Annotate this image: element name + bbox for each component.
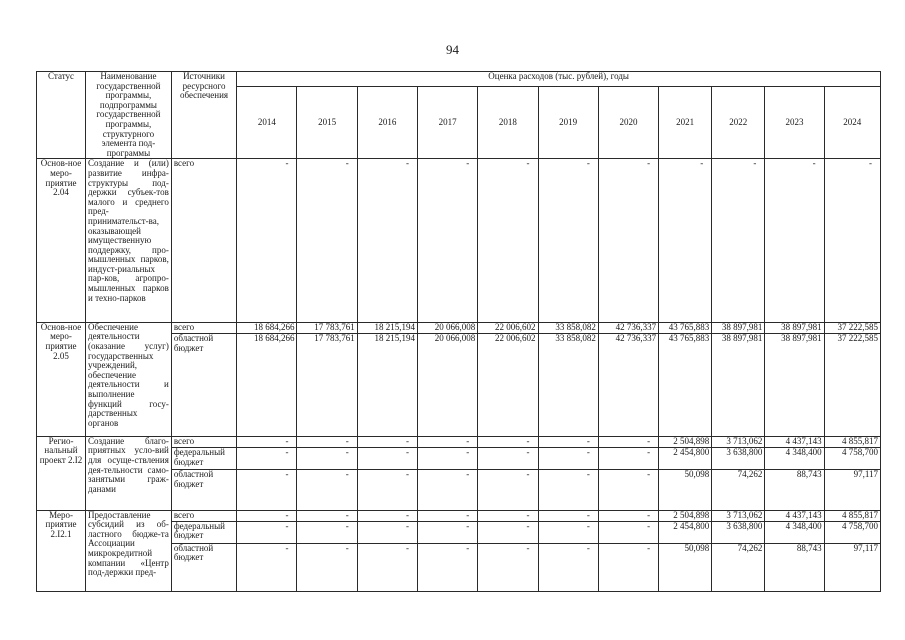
header-sources: Источники ресурсного обеспечения <box>171 72 236 159</box>
value-cell-2018: - <box>478 159 538 323</box>
value-cell-2014: - <box>237 447 297 469</box>
row-status: Меро-приятие 2.I2.1 <box>37 510 86 592</box>
table-row <box>37 510 881 521</box>
value-cell-2024: 4 758,700 <box>824 521 880 543</box>
value-cell-2016: - <box>357 521 417 543</box>
page-number: 94 <box>446 42 459 57</box>
value-cell-2022: 74,262 <box>712 470 765 510</box>
value-cell-2018: - <box>478 510 538 521</box>
value-cell-2019: - <box>538 543 598 592</box>
year-2022: 2022 <box>712 87 765 159</box>
row-status: Регио-нальный проект 2.I2 <box>37 436 86 510</box>
value-cell-2018: 22 006,602 <box>478 333 538 436</box>
value-cell-2019: - <box>538 436 598 447</box>
value-cell-2016: - <box>357 436 417 447</box>
value-cell-2024: 4 758,700 <box>824 447 880 469</box>
value-cell-2017: - <box>418 447 478 469</box>
value-cell-2020: 42 736,337 <box>598 333 658 436</box>
value-cell-2019: - <box>538 470 598 510</box>
header-estimate: Оценка расходов (тыс. рублей), годы <box>237 72 881 87</box>
value-cell-2020: - <box>598 447 658 469</box>
value-cell-2018: 22 006,602 <box>478 322 538 333</box>
row-source-label: областной бюджет <box>171 543 236 592</box>
table-row <box>37 436 881 447</box>
value-cell-2014: - <box>237 510 297 521</box>
year-2019: 2019 <box>538 87 598 159</box>
year-2016: 2016 <box>357 87 417 159</box>
value-cell-2023: 4 437,143 <box>765 436 824 447</box>
value-cell-2020: - <box>598 510 658 521</box>
value-cell-2017: 20 066,008 <box>418 333 478 436</box>
value-cell-2023: 88,743 <box>765 543 824 592</box>
row-source-label: федеральный бюджет <box>171 521 236 543</box>
value-cell-2017: - <box>418 510 478 521</box>
header-status: Статус <box>37 72 86 159</box>
value-cell-2020: - <box>598 543 658 592</box>
year-2023: 2023 <box>765 87 824 159</box>
value-cell-2024: 4 855,817 <box>824 510 880 521</box>
value-cell-2023: 38 897,981 <box>765 333 824 436</box>
row-source-label: областной бюджет <box>171 333 236 436</box>
value-cell-2015: - <box>297 521 357 543</box>
value-cell-2022: - <box>712 159 765 323</box>
value-cell-2021: 50,098 <box>659 470 712 510</box>
budget-table <box>36 71 881 592</box>
value-cell-2018: - <box>478 543 538 592</box>
value-cell-2014: - <box>237 543 297 592</box>
row-status: Основ-ное меро-приятие 2.04 <box>37 159 86 323</box>
value-cell-2014: - <box>237 159 297 323</box>
year-2024: 2024 <box>824 87 880 159</box>
row-name: Создание благо-приятных усло-вий для осуще-ствления дея-тельности само-занятыми граж-данами <box>86 436 172 510</box>
value-cell-2019: - <box>538 510 598 521</box>
value-cell-2015: - <box>297 159 357 323</box>
header-name: Наименование государственной программы, подпрограммы государственной программы, структурного элемента под-программы <box>86 72 172 159</box>
row-name: Обеспечение деятельности (оказание услуг) государственных учреждений, обеспечение деятельности и выполнение функций госу-дарственных органов <box>86 322 172 436</box>
value-cell-2024: 97,117 <box>824 543 880 592</box>
value-cell-2016: - <box>357 470 417 510</box>
value-cell-2017: 20 066,008 <box>418 322 478 333</box>
value-cell-2018: - <box>478 521 538 543</box>
value-cell-2014: - <box>237 436 297 447</box>
value-cell-2018: - <box>478 447 538 469</box>
value-cell-2020: - <box>598 436 658 447</box>
row-name: Предоставление субсидий из об-ластного бюдже-та Ассоциации микрокредитной компании «Центр под-держки пред- <box>86 510 172 592</box>
row-source-label: всего <box>171 510 236 521</box>
value-cell-2021: 2 454,800 <box>659 447 712 469</box>
value-cell-2018: - <box>478 436 538 447</box>
value-cell-2014: 18 684,266 <box>237 333 297 436</box>
value-cell-2015: - <box>297 447 357 469</box>
value-cell-2024: - <box>824 159 880 323</box>
value-cell-2016: - <box>357 510 417 521</box>
value-cell-2021: 2 454,800 <box>659 521 712 543</box>
value-cell-2021: 2 504,898 <box>659 436 712 447</box>
value-cell-2023: 4 348,400 <box>765 521 824 543</box>
value-cell-2014: - <box>237 521 297 543</box>
value-cell-2023: - <box>765 159 824 323</box>
value-cell-2016: - <box>357 543 417 592</box>
value-cell-2022: 38 897,981 <box>712 333 765 436</box>
value-cell-2016: 18 215,194 <box>357 333 417 436</box>
value-cell-2024: 37 222,585 <box>824 333 880 436</box>
value-cell-2017: - <box>418 436 478 447</box>
year-2017: 2017 <box>418 87 478 159</box>
value-cell-2015: - <box>297 510 357 521</box>
value-cell-2020: - <box>598 521 658 543</box>
value-cell-2019: 33 858,082 <box>538 333 598 436</box>
row-status: Основ-ное меро-приятие 2.05 <box>37 322 86 436</box>
value-cell-2021: 43 765,883 <box>659 322 712 333</box>
value-cell-2022: 3 713,062 <box>712 510 765 521</box>
value-cell-2015: - <box>297 543 357 592</box>
year-2015: 2015 <box>297 87 357 159</box>
value-cell-2022: 38 897,981 <box>712 322 765 333</box>
value-cell-2023: 4 437,143 <box>765 510 824 521</box>
value-cell-2018: - <box>478 470 538 510</box>
row-source-label: федеральный бюджет <box>171 447 236 469</box>
row-source-label: всего <box>171 436 236 447</box>
row-source-label: всего <box>171 159 236 323</box>
year-2020: 2020 <box>598 87 658 159</box>
value-cell-2014: 18 684,266 <box>237 322 297 333</box>
row-source-label: всего <box>171 322 236 333</box>
value-cell-2015: 17 783,761 <box>297 333 357 436</box>
value-cell-2016: - <box>357 447 417 469</box>
value-cell-2020: - <box>598 159 658 323</box>
value-cell-2017: - <box>418 159 478 323</box>
value-cell-2021: 2 504,898 <box>659 510 712 521</box>
value-cell-2023: 4 348,400 <box>765 447 824 469</box>
table-body <box>37 159 881 592</box>
value-cell-2021: - <box>659 159 712 323</box>
value-cell-2017: - <box>418 470 478 510</box>
value-cell-2019: 33 858,082 <box>538 322 598 333</box>
value-cell-2015: - <box>297 470 357 510</box>
value-cell-2022: 3 638,800 <box>712 521 765 543</box>
value-cell-2015: - <box>297 436 357 447</box>
table-row <box>37 159 881 323</box>
value-cell-2019: - <box>538 159 598 323</box>
value-cell-2023: 38 897,981 <box>765 322 824 333</box>
value-cell-2021: 50,098 <box>659 543 712 592</box>
value-cell-2019: - <box>538 521 598 543</box>
value-cell-2022: 3 713,062 <box>712 436 765 447</box>
value-cell-2021: 43 765,883 <box>659 333 712 436</box>
value-cell-2017: - <box>418 521 478 543</box>
year-2014: 2014 <box>237 87 297 159</box>
row-name: Создание и (или) развитие инфра-структуры под-держки субъек-тов малого и среднего пред-принимательст-ва, оказывающей имущественную поддержку, про-мышленных парков, индуст-риальных пар-ков, агропро-мышленных парков и техно-парков <box>86 159 172 323</box>
value-cell-2014: - <box>237 470 297 510</box>
value-cell-2022: 3 638,800 <box>712 447 765 469</box>
value-cell-2024: 97,117 <box>824 470 880 510</box>
year-2021: 2021 <box>659 87 712 159</box>
table-row <box>37 322 881 333</box>
value-cell-2016: - <box>357 159 417 323</box>
value-cell-2024: 4 855,817 <box>824 436 880 447</box>
value-cell-2019: - <box>538 447 598 469</box>
value-cell-2016: 18 215,194 <box>357 322 417 333</box>
value-cell-2020: 42 736,337 <box>598 322 658 333</box>
value-cell-2020: - <box>598 470 658 510</box>
value-cell-2024: 37 222,585 <box>824 322 880 333</box>
row-source-label: областной бюджет <box>171 470 236 510</box>
year-2018: 2018 <box>478 87 538 159</box>
value-cell-2023: 88,743 <box>765 470 824 510</box>
value-cell-2017: - <box>418 543 478 592</box>
value-cell-2015: 17 783,761 <box>297 322 357 333</box>
value-cell-2022: 74,262 <box>712 543 765 592</box>
